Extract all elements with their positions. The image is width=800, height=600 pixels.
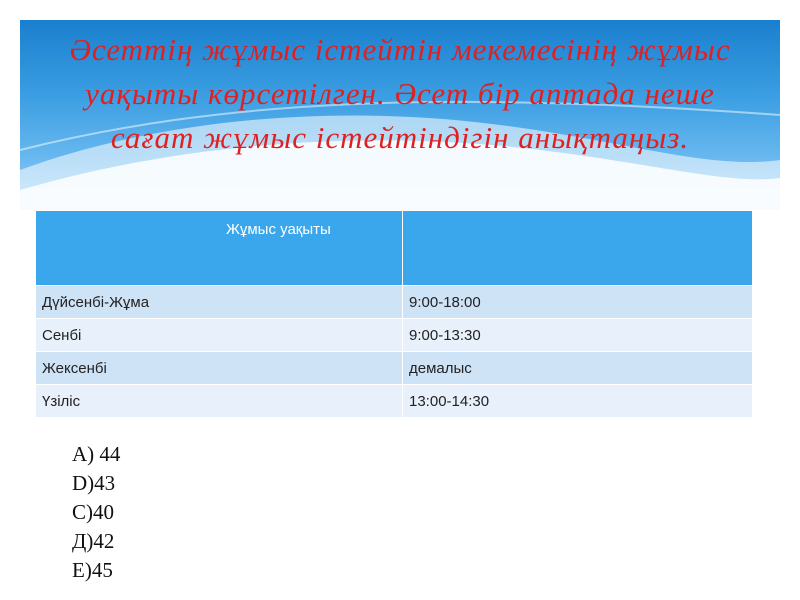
answer-option: E)45 [72, 558, 113, 582]
answer-option: Д)42 [72, 529, 115, 553]
table-row [36, 385, 753, 418]
table-cell: демалыс [403, 352, 753, 385]
table-header-cell [403, 211, 753, 286]
table-row [36, 352, 753, 385]
schedule-table [35, 210, 753, 418]
answer-option: D)43 [72, 471, 116, 495]
table-header-cell: Жұмыс уақыты [36, 211, 403, 286]
table-header-row [36, 211, 753, 286]
answer-option: A) 44 [72, 442, 121, 466]
table-cell: 13:00-14:30 [403, 385, 753, 418]
table-row [36, 286, 753, 319]
table-cell: Жексенбі [36, 352, 403, 385]
table-row [36, 319, 753, 352]
table-cell: 9:00-18:00 [403, 286, 753, 319]
table-cell: Сенбі [36, 319, 403, 352]
answer-options [72, 440, 120, 585]
table-cell: 9:00-13:30 [403, 319, 753, 352]
table-cell: Үзіліс [36, 385, 403, 418]
slide-title: Әсеттің жұмыс істейтін мекемесінің жұмыс уақыты көрсетілген. Әсет бір аптада неше сағат жұмыс істейтіндігін анықтаңыз. [69, 32, 731, 155]
answer-option: C)40 [72, 500, 114, 524]
table-cell: Дүйсенбі-Жұма [36, 286, 403, 319]
